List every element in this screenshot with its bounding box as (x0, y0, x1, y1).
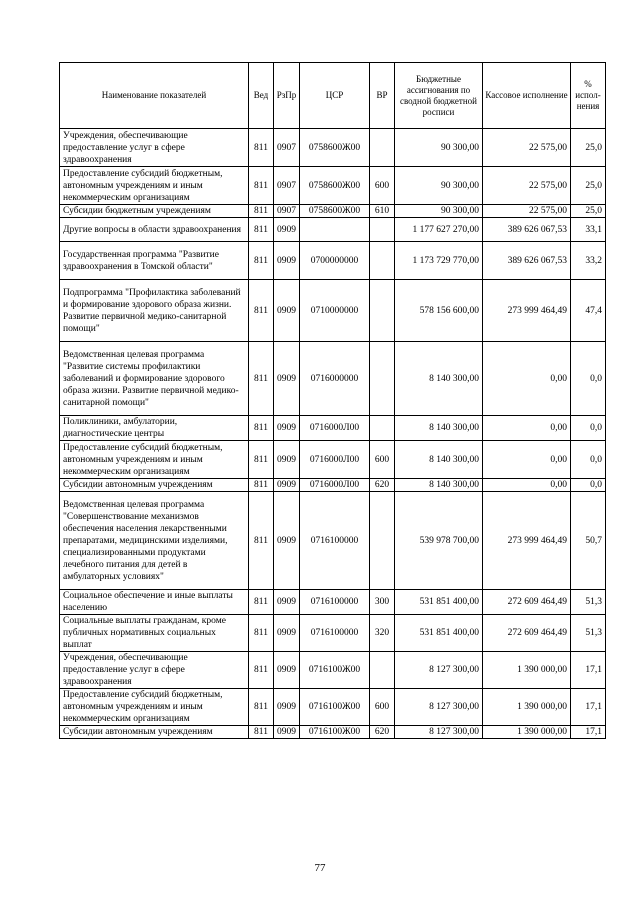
row-percent: 51,3 (571, 590, 606, 615)
row-rzpr: 0909 (274, 652, 300, 689)
row-percent: 17,1 (571, 652, 606, 689)
table-row (60, 167, 606, 205)
table-row (60, 492, 606, 590)
row-cash-execution: 22 575,00 (483, 167, 571, 205)
row-rzpr: 0909 (274, 726, 300, 739)
table-row (60, 441, 606, 479)
row-rzpr: 0907 (274, 129, 300, 167)
row-percent: 17,1 (571, 726, 606, 739)
row-cash-execution: 272 609 464,49 (483, 615, 571, 652)
row-name: Учреждения, обеспечивающие предоставление услуг в сфере здравоохранения (60, 129, 249, 167)
row-percent: 25,0 (571, 167, 606, 205)
row-ved: 811 (249, 280, 274, 342)
table-row (60, 479, 606, 492)
row-csr: 0758600Ж00 (300, 205, 370, 218)
row-name: Другие вопросы в области здравоохранения (60, 218, 249, 242)
row-name: Ведомственная целевая программа "Развитие системы профилактики заболеваний и формирование здорового образа жизни. Развитие первичной медико-санитарной помощи" (60, 342, 249, 416)
row-percent: 17,1 (571, 689, 606, 726)
row-percent: 0,0 (571, 342, 606, 416)
row-assignments: 531 851 400,00 (395, 615, 483, 652)
row-name: Поликлиники, амбулатории, диагностические центры (60, 416, 249, 441)
table-header-row (60, 63, 606, 129)
row-cash-execution: 0,00 (483, 342, 571, 416)
row-csr: 0716100Ж00 (300, 689, 370, 726)
row-vr: 620 (370, 726, 395, 739)
row-vr (370, 416, 395, 441)
row-ved: 811 (249, 479, 274, 492)
row-ved: 811 (249, 167, 274, 205)
header-assignments: Бюджетные ассигнования по сводной бюджетной росписи (395, 63, 483, 129)
row-vr: 610 (370, 205, 395, 218)
row-percent: 33,1 (571, 218, 606, 242)
row-rzpr: 0907 (274, 167, 300, 205)
row-ved: 811 (249, 205, 274, 218)
row-csr: 0716100000 (300, 492, 370, 590)
row-assignments: 539 978 700,00 (395, 492, 483, 590)
row-name: Учреждения, обеспечивающие предоставление услуг в сфере здравоохранения (60, 652, 249, 689)
row-csr: 0700000000 (300, 242, 370, 280)
header-csr: ЦСР (300, 63, 370, 129)
row-assignments: 90 300,00 (395, 205, 483, 218)
table-row (60, 652, 606, 689)
table-row (60, 689, 606, 726)
row-vr (370, 652, 395, 689)
row-assignments: 90 300,00 (395, 129, 483, 167)
row-csr: 0716100Ж00 (300, 652, 370, 689)
row-vr: 600 (370, 689, 395, 726)
row-percent: 33,2 (571, 242, 606, 280)
row-ved: 811 (249, 342, 274, 416)
row-cash-execution: 22 575,00 (483, 129, 571, 167)
row-percent: 0,0 (571, 441, 606, 479)
header-rzpr: РзПр (274, 63, 300, 129)
row-ved: 811 (249, 129, 274, 167)
row-rzpr: 0909 (274, 242, 300, 280)
row-vr: 620 (370, 479, 395, 492)
row-assignments: 578 156 600,00 (395, 280, 483, 342)
row-name: Субсидии автономным учреждениям (60, 726, 249, 739)
row-percent: 25,0 (571, 205, 606, 218)
table-row (60, 342, 606, 416)
row-vr (370, 342, 395, 416)
row-csr: 0716000000 (300, 342, 370, 416)
row-vr: 300 (370, 590, 395, 615)
row-csr: 0716000Л00 (300, 479, 370, 492)
row-assignments: 8 127 300,00 (395, 689, 483, 726)
row-cash-execution: 389 626 067,53 (483, 242, 571, 280)
row-assignments: 8 127 300,00 (395, 726, 483, 739)
row-rzpr: 0909 (274, 441, 300, 479)
row-assignments: 8 127 300,00 (395, 652, 483, 689)
row-ved: 811 (249, 441, 274, 479)
row-rzpr: 0909 (274, 590, 300, 615)
row-rzpr: 0909 (274, 280, 300, 342)
row-percent: 25,0 (571, 129, 606, 167)
header-ved: Вед (249, 63, 274, 129)
row-vr: 320 (370, 615, 395, 652)
row-rzpr: 0909 (274, 342, 300, 416)
row-percent: 50,7 (571, 492, 606, 590)
row-csr: 0758600Ж00 (300, 167, 370, 205)
header-name: Наименование показателей (60, 63, 249, 129)
table-row (60, 129, 606, 167)
row-cash-execution: 1 390 000,00 (483, 726, 571, 739)
row-csr: 0716000Л00 (300, 416, 370, 441)
row-rzpr: 0907 (274, 205, 300, 218)
row-percent: 0,0 (571, 416, 606, 441)
row-rzpr: 0909 (274, 615, 300, 652)
row-cash-execution: 0,00 (483, 416, 571, 441)
row-assignments: 1 177 627 270,00 (395, 218, 483, 242)
row-vr (370, 280, 395, 342)
row-vr (370, 492, 395, 590)
row-name: Социальные выплаты гражданам, кроме публичных нормативных социальных выплат (60, 615, 249, 652)
header-percent: % испол-нения (571, 63, 606, 129)
row-assignments: 1 173 729 770,00 (395, 242, 483, 280)
row-percent: 47,4 (571, 280, 606, 342)
row-cash-execution: 0,00 (483, 441, 571, 479)
header-vr: ВР (370, 63, 395, 129)
row-assignments: 8 140 300,00 (395, 479, 483, 492)
row-percent: 0,0 (571, 479, 606, 492)
row-cash-execution: 273 999 464,49 (483, 280, 571, 342)
row-rzpr: 0909 (274, 416, 300, 441)
row-rzpr: 0909 (274, 218, 300, 242)
row-ved: 811 (249, 218, 274, 242)
row-percent: 51,3 (571, 615, 606, 652)
table-body (60, 129, 606, 739)
row-name: Государственная программа "Развитие здравоохранения в Томской области" (60, 242, 249, 280)
row-rzpr: 0909 (274, 689, 300, 726)
row-name: Предоставление субсидий бюджетным, автономным учреждениям и иным некоммерческим организациям (60, 441, 249, 479)
row-ved: 811 (249, 492, 274, 590)
row-name: Субсидии бюджетным учреждениям (60, 205, 249, 218)
row-assignments: 8 140 300,00 (395, 342, 483, 416)
row-vr (370, 129, 395, 167)
row-ved: 811 (249, 652, 274, 689)
header-cash-execution: Кассовое исполнение (483, 63, 571, 129)
row-assignments: 90 300,00 (395, 167, 483, 205)
row-name: Субсидии автономным учреждениям (60, 479, 249, 492)
row-cash-execution: 0,00 (483, 479, 571, 492)
table-row (60, 416, 606, 441)
row-ved: 811 (249, 590, 274, 615)
row-ved: 811 (249, 416, 274, 441)
table-row (60, 615, 606, 652)
row-csr: 0716100000 (300, 615, 370, 652)
row-name: Предоставление субсидий бюджетным, автономным учреждениям и иным некоммерческим организациям (60, 167, 249, 205)
row-vr (370, 242, 395, 280)
row-name: Ведомственная целевая программа "Совершенствование механизмов обеспечения населения лекарственными препаратами, медицинскими изделиями, специализированными продуктами лечебного питания для детей в амбулаторных условиях" (60, 492, 249, 590)
row-name: Предоставление субсидий бюджетным, автономным учреждениям и иным некоммерческим организациям (60, 689, 249, 726)
row-assignments: 531 851 400,00 (395, 590, 483, 615)
row-ved: 811 (249, 726, 274, 739)
row-csr: 0716100000 (300, 590, 370, 615)
row-cash-execution: 1 390 000,00 (483, 689, 571, 726)
row-vr (370, 218, 395, 242)
table-row (60, 242, 606, 280)
row-csr (300, 218, 370, 242)
page-number: 77 (314, 862, 326, 874)
row-rzpr: 0909 (274, 492, 300, 590)
row-name: Подпрограмма "Профилактика заболеваний и формирование здорового образа жизни. Развитие первичной медико-санитарной помощи" (60, 280, 249, 342)
row-cash-execution: 389 626 067,53 (483, 218, 571, 242)
row-csr: 0716100Ж00 (300, 726, 370, 739)
table-row (60, 726, 606, 739)
row-ved: 811 (249, 689, 274, 726)
row-ved: 811 (249, 242, 274, 280)
row-ved: 811 (249, 615, 274, 652)
row-csr: 0758600Ж00 (300, 129, 370, 167)
row-cash-execution: 273 999 464,49 (483, 492, 571, 590)
row-cash-execution: 22 575,00 (483, 205, 571, 218)
table-row (60, 590, 606, 615)
row-vr: 600 (370, 167, 395, 205)
row-assignments: 8 140 300,00 (395, 441, 483, 479)
table-row (60, 205, 606, 218)
row-vr: 600 (370, 441, 395, 479)
row-rzpr: 0909 (274, 479, 300, 492)
budget-table (59, 62, 606, 739)
row-csr: 0710000000 (300, 280, 370, 342)
row-cash-execution: 1 390 000,00 (483, 652, 571, 689)
row-csr: 0716000Л00 (300, 441, 370, 479)
row-cash-execution: 272 609 464,49 (483, 590, 571, 615)
row-name: Социальное обеспечение и иные выплаты населению (60, 590, 249, 615)
row-assignments: 8 140 300,00 (395, 416, 483, 441)
table-row (60, 218, 606, 242)
table-row (60, 280, 606, 342)
